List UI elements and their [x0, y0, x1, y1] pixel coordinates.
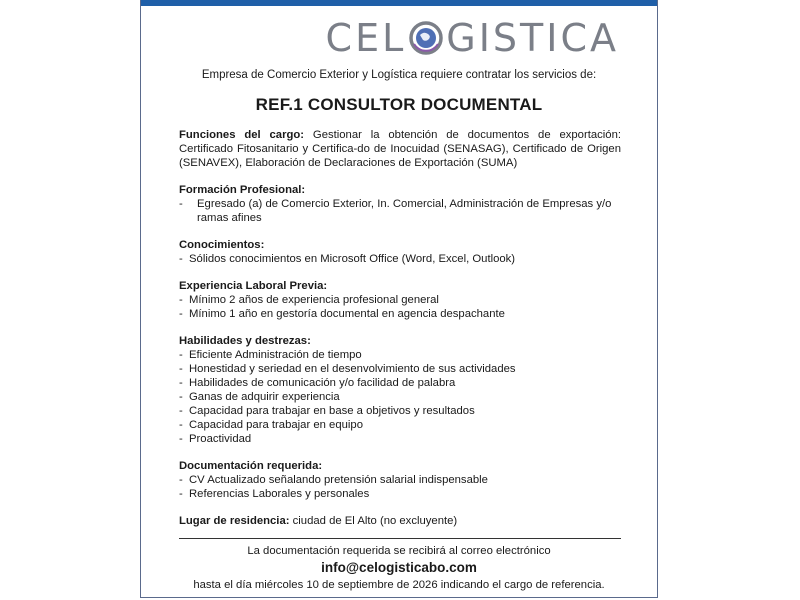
company-logo [326, 14, 619, 62]
education-section [179, 183, 621, 225]
list-item: - Ganas de adquirir experiencia [179, 390, 621, 404]
contact-email[interactable]: info@celogisticabo.com [321, 560, 477, 575]
list-item: - Proactividad [179, 432, 621, 446]
experience-section [179, 279, 621, 321]
job-details [179, 128, 621, 541]
residence-label: Lugar de residencia: [179, 515, 290, 527]
experience-label: Experiencia Laboral Previa: [179, 280, 328, 292]
list-item: - Mínimo 2 años de experiencia profesional general [179, 293, 621, 307]
residence-value: ciudad de El Alto (no excluyente) [292, 515, 458, 527]
intro-text: Empresa de Comercio Exterior y Logística requiere contratar los servicios de: [201, 69, 597, 81]
list-item: - Habilidades de comunicación y/o facilidad de palabra [179, 376, 621, 390]
list-item: - Eficiente Administración de tiempo [179, 348, 621, 362]
functions-label: Funciones del cargo: [179, 129, 305, 141]
functions-text: Gestionar la obtención de documentos de exportación: Certificado Fitosanitario y Certifica-do de Inocuidad (SENASAG), Certificado de Origen (SENAVEX), Elaboración de Declaraciones de Exportación (SUMA) [179, 129, 621, 169]
list-item: - Capacidad para trabajar en equipo [179, 418, 621, 432]
footer-line: La documentación requerida se recibirá al correo electrónico [247, 545, 551, 557]
list-item: - Mínimo 1 año en gestoría documental en agencia despachante [179, 307, 621, 321]
knowledge-section [179, 238, 621, 266]
list-item: - CV Actualizado señalando pretensión salarial indispensable [179, 473, 621, 487]
list-item: - Capacidad para trabajar en base a objetivos y resultados [179, 404, 621, 418]
top-bar [141, 0, 657, 6]
documents-section [179, 459, 621, 501]
list-item: - Referencias Laborales y personales [179, 487, 621, 501]
skills-label: Habilidades y destrezas: [179, 335, 311, 347]
skills-section [179, 334, 621, 446]
list-item: - Honestidad y seriedad en el desenvolvimiento de sus actividades [179, 362, 621, 376]
knowledge-label: Conocimientos: [179, 239, 265, 251]
footer [141, 543, 657, 593]
list-item: - Egresado (a) de Comercio Exterior, In. Comercial, Administración de Empresas y/o ramas afines [179, 197, 621, 225]
documents-label: Documentación requerida: [179, 460, 323, 472]
logo-text-left: CEL [325, 16, 407, 60]
functions-section [179, 128, 621, 170]
footer-deadline: hasta el día miércoles 10 de septiembre de 2026 indicando el cargo de referencia. [193, 579, 605, 591]
logo-text-right: GISTICA [446, 16, 619, 60]
job-title: REF.1 CONSULTOR DOCUMENTAL [255, 95, 543, 114]
education-label: Formación Profesional: [179, 184, 306, 196]
job-posting [140, 0, 658, 598]
residence-section [179, 514, 621, 528]
globe-icon [408, 20, 444, 56]
divider [179, 538, 621, 539]
list-item: - Sólidos conocimientos en Microsoft Office (Word, Excel, Outlook) [179, 252, 621, 266]
